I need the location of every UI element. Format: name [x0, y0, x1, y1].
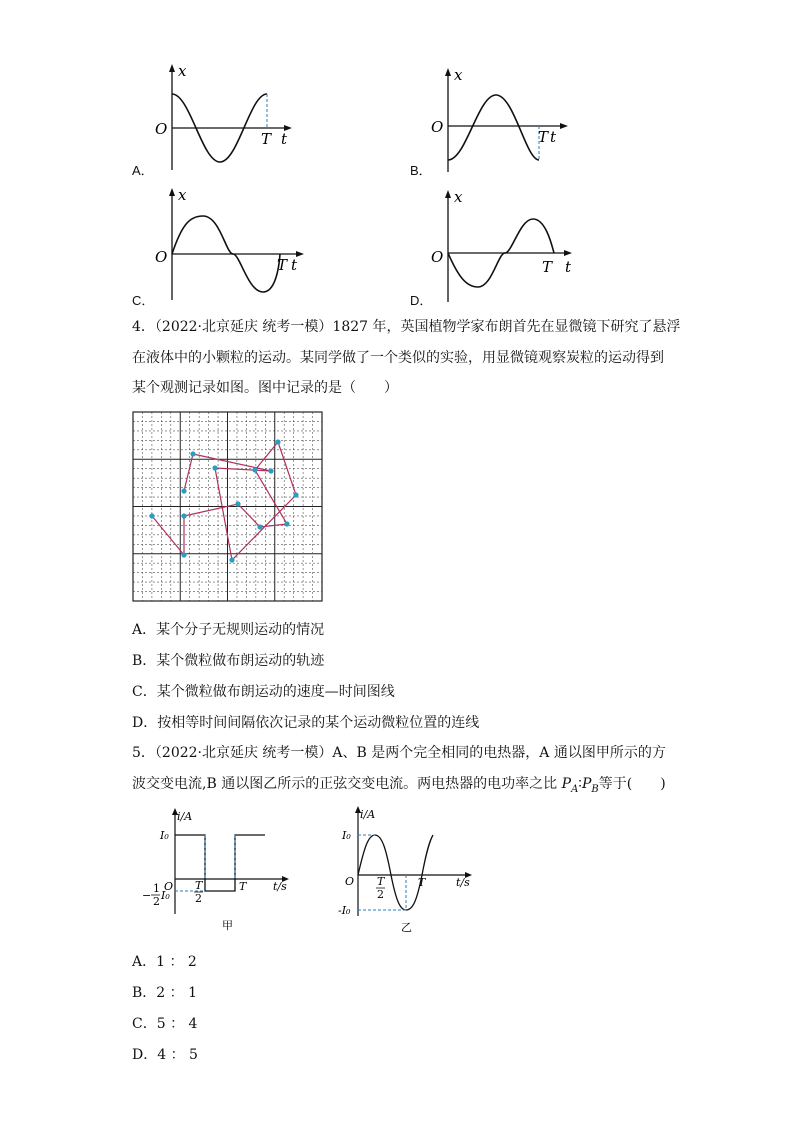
graph-option-c — [150, 184, 310, 304]
t-full-label: T — [418, 876, 426, 889]
q5-answer-b[interactable]: B．2 ： 1 — [132, 985, 198, 1001]
option-b-letter: B． — [410, 163, 432, 178]
xlabel: t/s — [456, 876, 470, 889]
period-label: T — [542, 258, 553, 276]
particle-position-dot — [235, 501, 240, 506]
particle-position-dot — [284, 521, 289, 526]
particle-position-dot — [229, 557, 234, 562]
origin-label: O — [431, 248, 444, 266]
origin-label: O — [155, 248, 168, 266]
particle-position-dot — [275, 439, 280, 444]
figure-jia-square-wave — [140, 806, 300, 936]
q4-stem-line2: 在液体中的小颗粒的运动。某同学做了一个类似的实验，用显微镜观察炭粒的运动得到 — [132, 350, 664, 366]
period-label: T — [277, 256, 288, 274]
q5-stem-line2-text: 波交变电流,B 通以图乙所示的正弦交变电流。两电热器的电功率之比 — [132, 776, 562, 792]
caption-yi: 乙 — [401, 921, 412, 934]
neg-label-num: 1 — [153, 882, 160, 895]
figure-yi-sine-wave — [330, 804, 490, 936]
q5-stem-line1: 5．（2022·北京延庆 统考一模）A、B 是两个完全相同的电热器，A 通以图甲所示的方 — [132, 745, 666, 761]
axis-x-label: x — [454, 66, 463, 84]
axis-t-label: t — [565, 258, 572, 276]
graph-option-b — [428, 66, 578, 181]
particle-position-dot — [149, 513, 154, 518]
pa-subscript: A — [571, 783, 579, 795]
particle-position-dot — [181, 552, 186, 557]
t-half-den: 2 — [195, 892, 202, 905]
axis-t-label: t — [550, 128, 557, 146]
axis-x-label: x — [178, 62, 187, 80]
neg-i0-label: -I₀ — [338, 904, 351, 917]
caption-jia: 甲 — [222, 919, 233, 932]
ylabel: i/A — [360, 808, 376, 821]
t-half-num: T — [377, 875, 385, 888]
pa-symbol: P — [561, 776, 572, 792]
option-c-letter: C． — [132, 293, 155, 308]
q4-stem-line3: 某个观测记录如图。图中记录的是（ ） — [132, 380, 398, 396]
axis-x-label: x — [178, 186, 187, 204]
graph-option-a — [150, 62, 300, 177]
neg-label-sign: − — [142, 889, 152, 902]
period-label: T — [261, 130, 272, 148]
option-a-letter: A． — [132, 163, 154, 178]
brownian-motion-grid-figure — [133, 412, 323, 602]
q5-stem-line2-end: 等于( ) — [598, 776, 666, 792]
particle-position-dot — [190, 451, 195, 456]
particle-position-dot — [268, 468, 273, 473]
origin-label: O — [164, 880, 174, 893]
origin-label: O — [155, 120, 168, 138]
q4-answer-c[interactable]: C．某个微粒做布朗运动的速度—时间图线 — [132, 684, 395, 700]
q5-answer-c[interactable]: C．5 ： 4 — [132, 1016, 198, 1032]
axis-t-label: t — [291, 256, 298, 274]
option-d-letter: D． — [410, 293, 433, 308]
t-half-num: T — [195, 879, 203, 892]
particle-position-dot — [181, 488, 186, 493]
q5-stem-line2 — [132, 774, 666, 800]
q5-answer-a[interactable]: A．1 ： 2 — [132, 954, 197, 970]
q4-answer-a[interactable]: A．某个分子无规则运动的情况 — [132, 622, 325, 638]
origin-label: O — [431, 118, 444, 136]
origin-label: O — [345, 875, 355, 888]
neg-label-den: 2 — [153, 895, 160, 908]
xlabel: t/s — [273, 880, 287, 893]
neg-label-i0: I₀ — [161, 889, 170, 902]
particle-position-dot — [212, 465, 217, 470]
particle-position-dot — [252, 467, 257, 472]
axis-t-label: t — [281, 130, 288, 148]
ylabel: i/A — [177, 810, 193, 823]
particle-position-dot — [293, 492, 298, 497]
q4-stem-line1: 4．（2022·北京延庆 统考一模）1827 年，英国植物学家布朗首先在显微镜下研究了悬浮 — [132, 319, 681, 335]
period-label: T — [538, 128, 549, 146]
particle-position-dot — [257, 524, 262, 529]
q4-answer-d[interactable]: D．按相等时间间隔依次记录的某个运动微粒位置的连线 — [132, 715, 480, 731]
pb-symbol: P — [581, 776, 592, 792]
particle-position-dot — [181, 513, 186, 518]
axis-x-label: x — [454, 188, 463, 206]
q5-answer-d[interactable]: D．4 ： 5 — [132, 1047, 198, 1063]
ratio-colon: ∶ — [578, 776, 582, 792]
t-half-den: 2 — [377, 888, 384, 901]
graph-option-d — [428, 186, 588, 306]
t-full-label: T — [239, 880, 247, 893]
pb-subscript: B — [591, 783, 599, 795]
i0-label: I₀ — [342, 829, 351, 842]
q4-answer-b[interactable]: B．某个微粒做布朗运动的轨迹 — [132, 653, 325, 669]
i0-label: I₀ — [160, 829, 169, 842]
